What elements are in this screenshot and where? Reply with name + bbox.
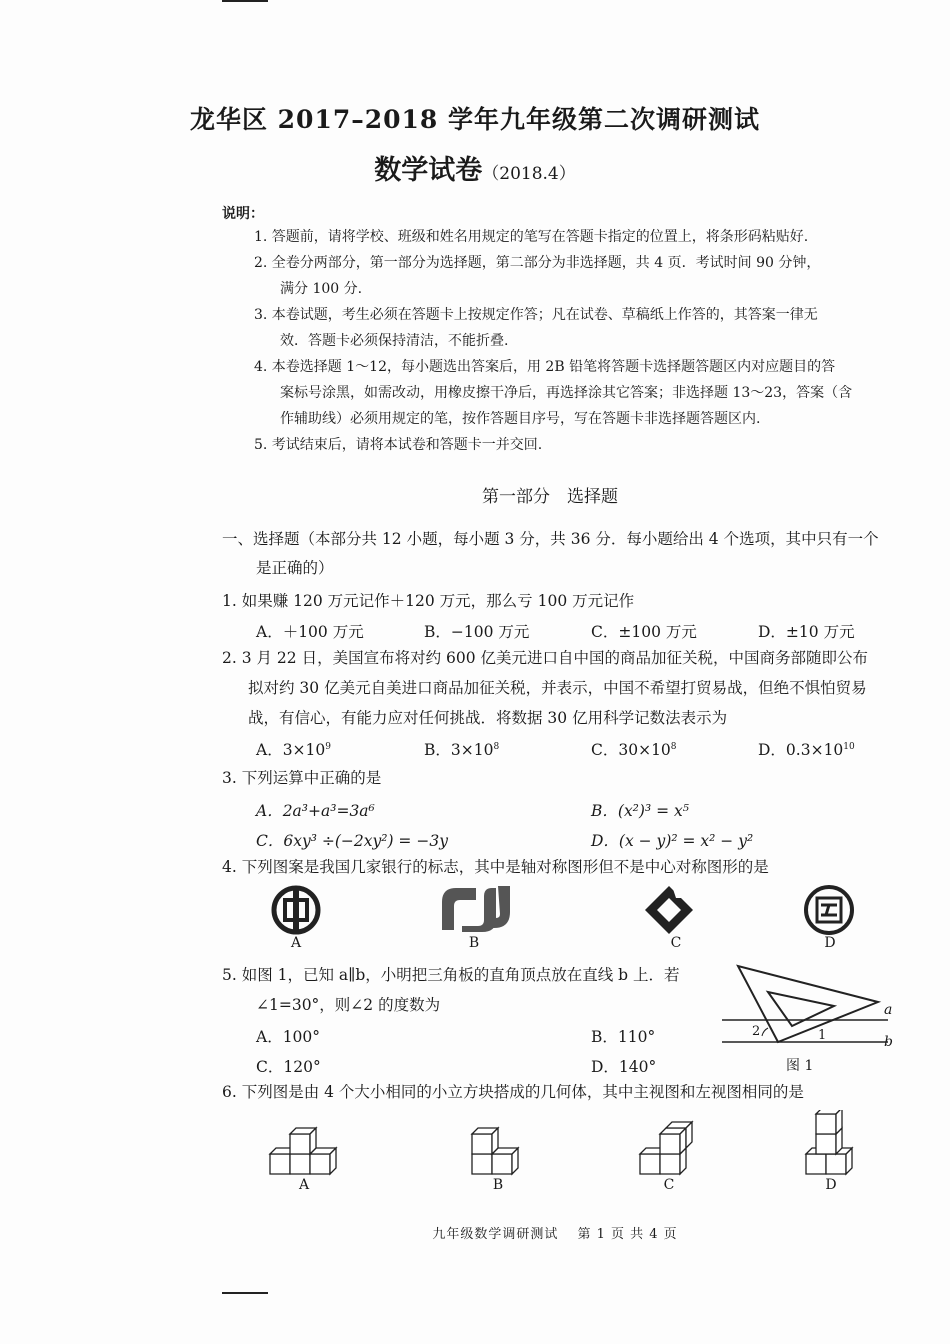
q2-option-d — [758, 738, 855, 760]
q3-option-c: C．6xy³ ÷(−2xy²) = −3y — [256, 832, 448, 850]
instruction-4-cont2: 作辅助线）必须用规定的笔，按作答题目序号，写在答题卡非选择题答题区内. — [280, 411, 761, 427]
q2-option-a — [256, 738, 331, 760]
q2-a-exp: 9 — [325, 741, 332, 752]
fig1-label-a: a — [884, 1002, 893, 1018]
bank-logo-a-icon — [270, 884, 322, 936]
instruction-3-cont: 效．答题卡必须保持清洁，不能折叠. — [280, 333, 509, 349]
part-intro-line1: 一、选择题（本部分共 12 小题，每小题 3 分，共 36 分．每小题给出 4 个选项，其中只有一个 — [222, 530, 879, 548]
q4-label-b: B — [468, 935, 480, 951]
q2-d-base: D．0.3×10 — [758, 741, 844, 759]
q2-line3: 战，有信心，有能力应对任何挑战．将数据 30 亿用科学记数法表示为 — [248, 709, 728, 727]
part-intro-line2: 是正确的） — [256, 559, 334, 577]
q2-d-exp: 10 — [843, 741, 855, 752]
figure-1-caption: 图 1 — [786, 1058, 814, 1074]
q4-label-a: A — [290, 935, 302, 951]
instruction-2-cont: 满分 100 分. — [280, 281, 363, 297]
q2-c-base: C．30×10 — [591, 741, 671, 759]
instruction-1: 1. 答题前，请将学校、班级和姓名用规定的笔写在答题卡指定的位置上，将条形码粘贴好. — [254, 229, 809, 245]
q5-option-c: C．120° — [256, 1058, 321, 1076]
fig1-angle-1: 1 — [818, 1028, 827, 1043]
exam-title: 龙华区 2017–2018 学年九年级第二次调研测试 — [189, 105, 761, 134]
q2-line1: 2. 3 月 22 日，美国宣布将对约 600 亿美元进口自中国的商品加征关税，中国商务部随即公布 — [222, 649, 869, 667]
q1-option-a: A．＋100 万元 — [256, 623, 364, 641]
q6-label-d: D — [825, 1177, 837, 1193]
q2-line2: 拟对约 30 亿美元自美进口商品加征关税，并表示，中国不希望打贸易战，但绝不惧怕贸易 — [248, 679, 867, 697]
page-footer: 九年级数学调研测试 第 1 页 共 4 页 — [432, 1227, 678, 1242]
instruction-5: 5. 考试结束后，请将本试卷和答题卡一并交回. — [254, 437, 543, 453]
q1-option-d: D．±10 万元 — [758, 623, 855, 641]
q2-c-exp: 8 — [670, 741, 677, 752]
q6-label-c: C — [663, 1177, 675, 1193]
fig1-label-b: b — [884, 1034, 893, 1050]
q3-stem: 3. 下列运算中正确的是 — [222, 769, 382, 787]
q5-line2: ∠1=30°，则∠2 的度数为 — [256, 996, 441, 1014]
instruction-4: 4. 本卷选择题 1～12，每小题选出答案后，用 2B 铅笔将答题卡选择题答题区内对应题目的答 — [254, 359, 836, 375]
q5-option-a: A．100° — [256, 1028, 321, 1046]
cube-figure-d — [802, 1110, 858, 1178]
bank-logo-c-icon — [642, 883, 696, 937]
q3-option-d: D．(x − y)² = x² − y² — [591, 832, 754, 850]
bank-logo-b-icon — [438, 882, 514, 934]
bottom-margin-line — [222, 1292, 268, 1294]
q6-label-a: A — [298, 1177, 310, 1193]
bank-logo-d-icon — [802, 883, 856, 937]
q4-label-c: C — [670, 935, 682, 951]
q4-stem: 4. 下列图案是我国几家银行的标志，其中是轴对称图形但不是中心对称图形的是 — [222, 858, 769, 876]
q2-a-base: A．3×10 — [256, 741, 326, 759]
fig1-angle-2: 2 — [752, 1024, 761, 1039]
section-heading: 第一部分 选择题 — [482, 487, 618, 507]
q2-b-base: B．3×10 — [424, 741, 494, 759]
q5-option-d: D．140° — [591, 1058, 657, 1076]
q4-label-d: D — [824, 935, 836, 951]
instruction-2: 2. 全卷分两部分，第一部分为选择题，第二部分为非选择题，共 4 页．考试时间 90 分钟， — [254, 255, 821, 271]
cube-figure-b — [468, 1122, 528, 1178]
subject-title: 数学试卷 — [374, 155, 483, 186]
q1-option-c: C．±100 万元 — [591, 623, 697, 641]
instruction-3: 3. 本卷试题，考生必须在答题卡上按规定作答；凡在试卷、草稿纸上作答的，其答案一律无 — [254, 307, 818, 323]
q3-option-a: A．2a³+a³=3a⁶ — [256, 802, 375, 820]
q1-stem: 1. 如果赚 120 万元记作＋120 万元，那么亏 100 万元记作 — [222, 592, 635, 610]
cube-figure-c — [636, 1120, 698, 1178]
q6-stem: 6. 下列图是由 4 个大小相同的小立方块搭成的几何体，其中主视图和左视图相同的是 — [222, 1083, 804, 1101]
q3-option-b: B．(x²)³ = x⁵ — [591, 802, 689, 820]
instructions-label: 说明： — [222, 206, 264, 222]
exam-date: （2018.4） — [482, 164, 576, 184]
q1-option-b: B．−100 万元 — [424, 623, 530, 641]
instruction-4-cont1: 案标号涂黑，如需改动，用橡皮擦干净后，再选择涂其它答案；非选择题 13～23，答案（含 — [280, 385, 853, 401]
q5-option-b: B．110° — [591, 1028, 656, 1046]
q2-b-exp: 8 — [493, 741, 500, 752]
cube-figure-a — [266, 1126, 338, 1176]
q2-option-b — [424, 738, 499, 760]
q5-line1: 5. 如图 1，已知 a∥b，小明把三角板的直角顶点放在直线 b 上．若 — [222, 966, 680, 984]
q2-option-c — [591, 738, 677, 760]
top-margin-line — [222, 0, 268, 2]
exam-subtitle — [0, 148, 950, 187]
q6-label-b: B — [492, 1177, 504, 1193]
